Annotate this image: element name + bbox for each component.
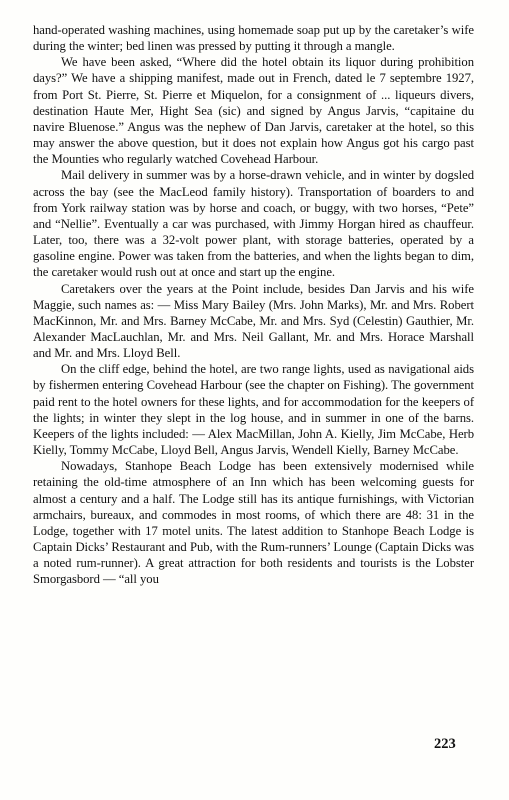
paragraph-mail-delivery: Mail delivery in summer was by a horse-drawn vehicle, and in winter by dogsled across the bay (see the MacLeod family history). Transportation of boarders to and from York railway station was by horse and coach, or buggy, with two horses, “Pete” and “Nellie”. Eventually a car was purchased, with Jimmy Horgan hired as chauffeur. Later, too, there was a 32-volt power plant, with storage batteries, operated by a gasoline engine. Power was taken from the batteries, and when the lights began to dim, the caretaker would rush out at once and start up the engine. xyxy=(33,168,474,280)
paragraph-stanhope-lodge: Nowadays, Stanhope Beach Lodge has been extensively modernised while retaining the old-time atmosphere of an Inn which has been welcoming guests for almost a century and a half. The Lodge still has its antique furnishings, with Victorian armchairs, bureaux, and commodes in most rooms, of which there are 48: 31 in the Lodge, together with 17 motel units. The latest addition to Stanhope Beach Lodge is Captain Dicks’ Restaurant and Pub, with the Rum-runners’ Lounge (Captain Dicks was a noted rum-runner). A great attraction for both residents and tourists is the Lobster Smorgasbord — “all you xyxy=(33,459,474,587)
paragraph-range-lights: On the cliff edge, behind the hotel, are two range lights, used as navigational aids by fishermen entering Covehead Harbour (see the chapter on Fishing). The government paid rent to the hotel owners for these lights, and for accommodation for the keepers of the lights; in winter they slept in the log house, and in summer in one of the barns. Keepers of the lights included: — Alex MacMillan, John A. Kielly, Jim McCabe, Herb Kielly, Tommy McCabe, Lloyd Bell, Angus Jarvis, Wendell Kielly, Barney McCabe. xyxy=(33,362,474,458)
body-text xyxy=(33,22,474,587)
paragraph-washing-machines: hand-operated washing machines, using homemade soap put up by the caretaker’s wife during the winter; bed linen was pressed by putting it through a mangle. xyxy=(33,23,474,54)
paragraph-caretakers: Caretakers over the years at the Point include, besides Dan Jarvis and his wife Maggie, such names as: — Miss Mary Bailey (Mrs. John Marks), Mr. and Mrs. Robert MacKinnon, Mr. and Mrs. Barney McCabe, Mr. and Mrs. Syd (Celestin) Gauthier, Mr. Alexander MacLauchlan, Mr. and Mrs. Neil Gallant, Mr. and Mrs. Horace Marshall and Mr. and Mrs. Lloyd Bell. xyxy=(33,281,474,361)
paragraph-liquor-manifest: We have been asked, “Where did the hotel obtain its liquor during prohibition days?” We have a shipping manifest, made out in French, dated le 7 septembre 1927, from Port St. Pierre, St. Pierre et Miquelon, for a consignment of ... liqueurs divers, destination Haute Mer, Hight Sea (sic) and signed by Angus Jarvis, “capitaine du navire Bluenose.” Angus was the nephew of Dan Jarvis, caretaker at the hotel, so this may answer the above question, but it does not explain how Angus got his cargo past the Mounties who regularly watched Covehead Harbour. xyxy=(33,55,474,167)
page-number: 223 xyxy=(434,736,456,752)
